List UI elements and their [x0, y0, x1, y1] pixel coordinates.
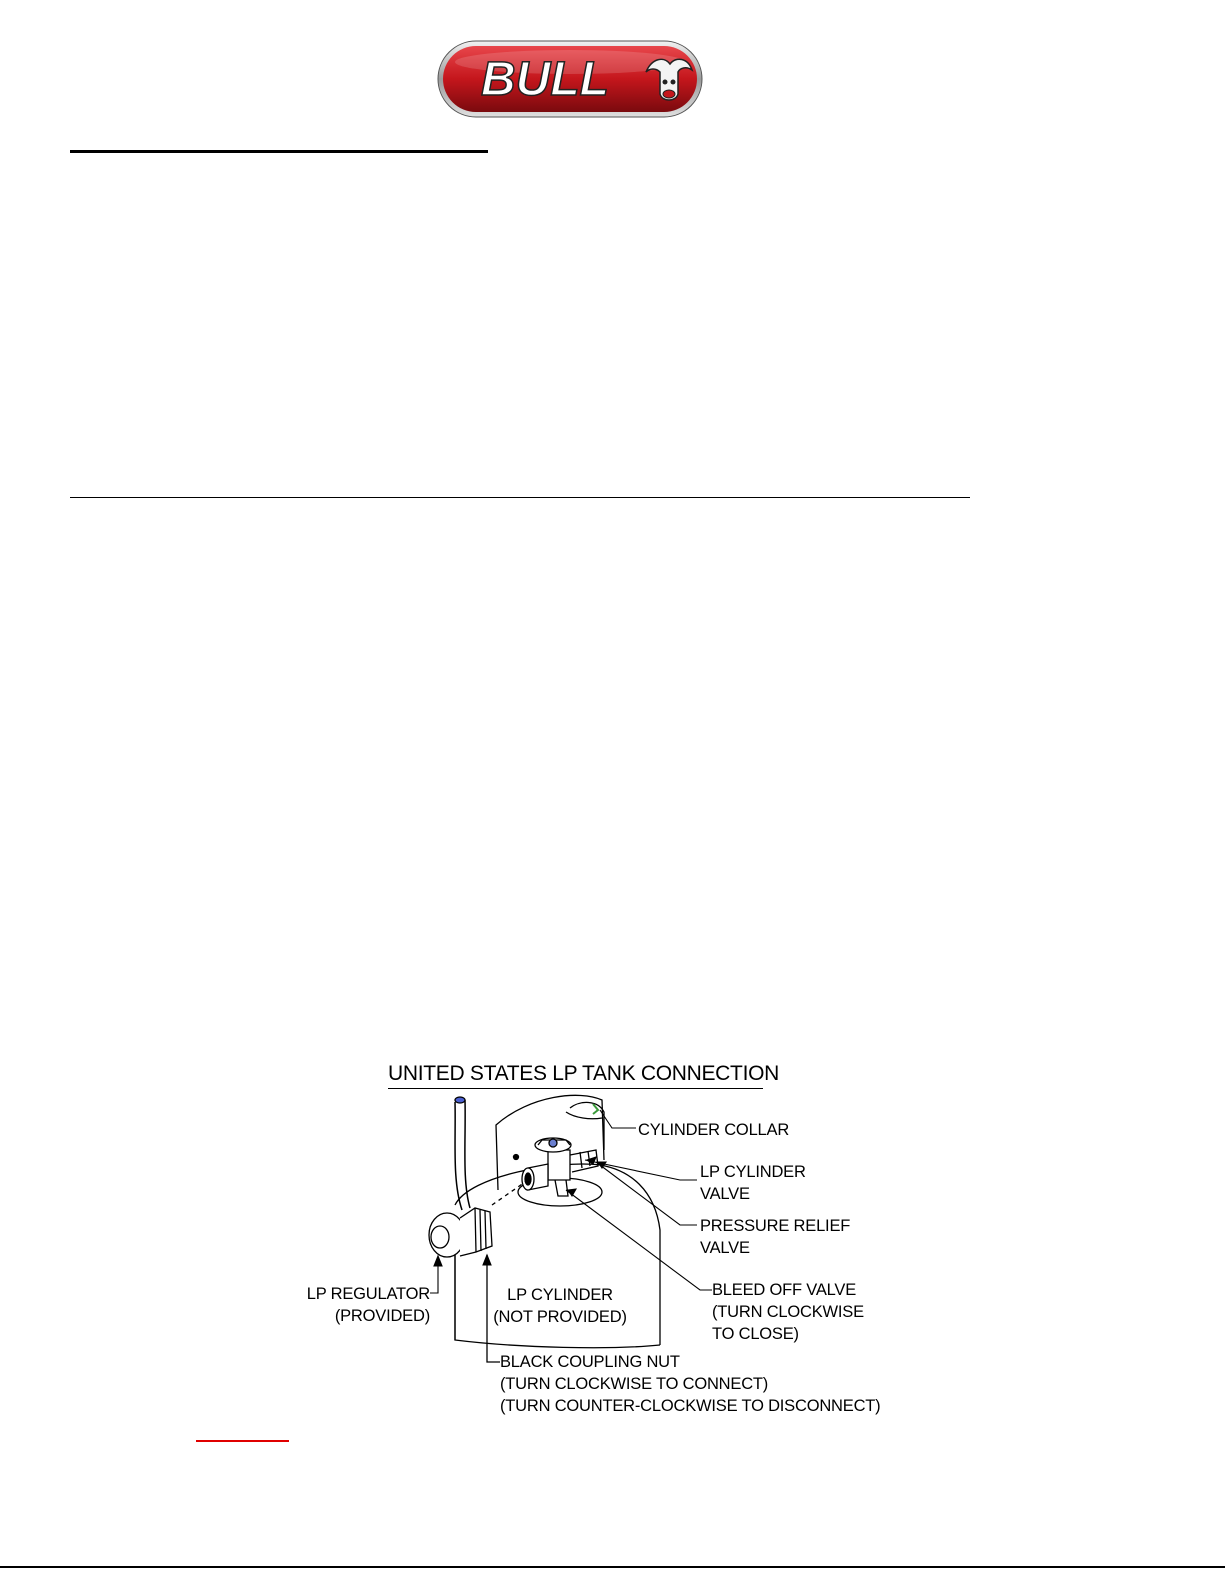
heading-underline: [70, 150, 488, 153]
label-lp-cylinder-valve: LP CYLINDER VALVE: [700, 1163, 806, 1203]
footer-rule: [0, 1566, 1225, 1568]
label-cylinder-collar: CYLINDER COLLAR: [638, 1121, 790, 1139]
diagram-title: UNITED STATES LP TANK CONNECTION: [388, 1062, 763, 1089]
label-pressure-relief-valve: PRESSURE RELIEF VALVE: [700, 1217, 851, 1257]
red-underline-mark: [196, 1440, 289, 1442]
bull-logo: [437, 40, 703, 118]
label-lp-regulator: LP REGULATOR (PROVIDED): [306, 1285, 430, 1325]
label-black-coupling-nut: BLACK COUPLING NUT (TURN CLOCKWISE TO CONNECT) (TURN COUNTER-CLOCKWISE TO DISCONNECT): [500, 1353, 881, 1415]
label-bleed-off-valve: BLEED OFF VALVE (TURN CLOCKWISE TO CLOSE): [712, 1281, 864, 1343]
logo-wordmark: BULL: [481, 53, 609, 106]
label-lp-cylinder: LP CYLINDER (NOT PROVIDED): [493, 1286, 627, 1326]
section-divider: [70, 497, 970, 498]
